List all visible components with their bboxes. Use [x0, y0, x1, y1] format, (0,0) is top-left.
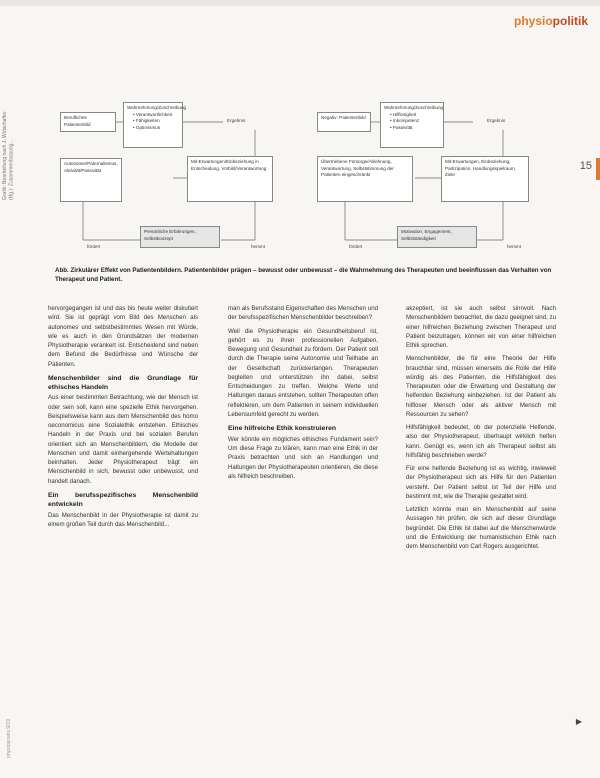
continue-arrow-icon: ▶: [575, 717, 582, 726]
right-perception-item: • Passivität: [390, 125, 440, 132]
left-experience-box: Persönliche Erfahrungen, Selbstkonzept: [140, 226, 220, 248]
paragraph: hervorgegangen ist und das bis heute weiter diskutiert wird. Sie ist geprägt vom Bild des Menschen als autonomes und selbstbestimmtes Wesen mit Würde, wie es auch in den Grundsätzen der modernen Physiotherapie verankert ist. Entscheidend sind neben dem Befund die Bedürfnisse und Wünsche der Patienten.: [48, 305, 198, 368]
right-care-box: Übertriebene Fürsorge/Ablehnung, Verantwortung, Selbststimmung der Patienten eingeschränkt: [317, 156, 413, 202]
paragraph: man als Berufsstand Eigenschaften des Menschen und der berufsspezifischen Menschenbilder beschreiben?: [228, 305, 378, 322]
section-accent: politik: [552, 14, 588, 28]
section-main: physio: [513, 14, 553, 28]
left-perception-box: [123, 102, 187, 148]
subheading: Menschenbilder sind die Grundlage für ethisches Handeln: [48, 374, 198, 391]
left-professional-image: Berufliches Patientenbild: [60, 112, 116, 132]
text-column-3: [406, 304, 556, 555]
image-credit: Grafik: Bearbeitung nach J. Wirtschafter (Hg.): Zusammenfassung ...: [2, 111, 15, 200]
right-result-label: Ergebnis: [487, 118, 506, 123]
figure-caption: [55, 267, 575, 285]
right-promotes-label: fördert: [349, 244, 363, 249]
paragraph: Das Menschenbild in der Physiotherapie ist damit zu einem großen Teil durch das Menschenbild...: [48, 511, 198, 528]
paragraph: Weil die Physiotherapie ein Gesundheitsberuf ist, gehört es zu ihren professionellen Aufgaben, Bewegung und Gesundheit zu fördern. Der Patient soll durch die Therapie seine Autonomie und Teilhabe an der Gesellschaft zurückerlangen. Therapeuten begleiten und unterstützen ihn dabei, selbst Entscheidungen zu treffen. Welche Werte und Haltungen daraus entstehen, sollten Therapeuten offen reflektieren, um dem Patienten in seinem individuellen Lebensumfeld gerecht zu werden.: [228, 327, 378, 418]
section-label: [514, 14, 588, 28]
left-expectation-box: Mit-Erwartungen/Einbeziehung in Entscheidung, Vorbild/Verantwortung: [187, 156, 273, 202]
left-perception-item: • Fähigkeiten: [133, 118, 179, 125]
subheading: Eine hilfreiche Ethik konstruieren: [228, 425, 337, 432]
right-perception-title: Wahrnehmung/Zuschreibung: [384, 105, 444, 110]
right-perception-box: [380, 102, 444, 148]
right-perception-item: • Inkompetenz: [390, 118, 440, 125]
left-perception-item: • Verantwortlichkeit: [133, 112, 179, 119]
text-column-2: [228, 304, 378, 485]
journal-footer: physiopraxis 9/19: [6, 719, 12, 758]
paragraph: Menschenbilder, die für eine Theorie der Hilfe brauchbar sind, müssen einerseits die Rolle der Hilfe würdig als des Patienten, die Hilfsfähigkeit des Therapeuten oder die Erwartung und Gestaltung der helfenden Beziehung einbeziehen. Ist der Patient als hilfloser Mensch oder als aktiver Mensch mit Ressourcen zu sehen?: [406, 355, 556, 418]
caption-label: Abb.: [55, 267, 69, 274]
left-perception-item: • Optimismus: [133, 125, 179, 132]
paragraph: Wer könnte ein mögliches ethisches Fundament sein? Um diese Frage zu klären, kann man eine Ethik in der Praxis betrachten und sich an Handlungen und Haltungen der Physiotherapeuten orientieren, die diese als hilfreich beschreiben.: [228, 435, 378, 480]
right-expectation-box: Mit-Erwartungen, Einbeziehung, Partizipation, Handlungsspielraum, Ziele: [441, 156, 529, 202]
left-result-label: Ergebnis: [227, 118, 246, 123]
subheading: Ein berufsspezifisches Menschenbild entwickeln: [48, 491, 198, 508]
paragraph: Letztlich könnte man ein Menschenbild auf seine Aussagen hin prüfen, die sich auf dieser Grundlage begründet. Die Ethik ist dabei auf die Menschenwürde und die Entwicklung der humanistischen Ethik nach dem Menschenbild von Carl Rogers ausgerichtet.: [406, 506, 556, 550]
right-inhibits-label: hemmt: [507, 244, 522, 249]
text-column-1: [48, 304, 198, 533]
left-inhibits-label: hemmt: [251, 244, 266, 249]
header-rule: [0, 0, 600, 6]
paragraph: Hilfsfähigkeit bedeutet, ob der potenzielle Helfende, also der Physiotherapeut, überhaupt wirklich helfen kann. Genügt es, wenn ich als Therapeut selbst als hilfsfähig beschrieben werde?: [406, 424, 556, 459]
left-promotes-label: fördert: [87, 244, 101, 249]
page-tab-marker: [596, 158, 600, 180]
right-motivation-box: Motivation, Engagement, Selbstständigkeit: [397, 226, 477, 248]
right-negative-image: Negativ: Patientenbild: [317, 112, 371, 132]
caption-text: Zirkulärer Effekt von Patientenbildern. Patientenbilder prägen – bewusst oder unbewusst – die Wahrnehmung des Therapeuten und beeinflussen das Verhalten von Therapeut und Patient.: [55, 267, 552, 283]
right-perception-item: • Hilflosigkeit: [390, 112, 440, 119]
patient-image-diagram: [55, 98, 575, 248]
left-perception-title: Wahrnehmung/Zuschreibung: [127, 105, 187, 110]
paragraph: akzeptiert, ist sie auch selbst sinnvoll. Nach Menschenbildern betrachtet, die dazu geeignet sind, zu einer hilfreichen Beziehung zwischen Therapeut und Patient beizutragen, können wir von einer hilfreichen Ethik sprechen.: [406, 305, 556, 349]
page-number: 15: [579, 160, 592, 172]
left-autonomy-box: Autonomie/Paternalismus, Aktivität/Passivität: [60, 158, 122, 202]
paragraph: Für eine helfende Beziehung ist es wichtig, inwieweit der Physiotherapeut sich als Hilfe für den Patienten versteht. Der Patient selbst ist Teil der Hilfe und bestimmt mit, wie die Therapie gestaltet wird.: [406, 465, 556, 500]
paragraph: Aus einer bestimmten Betrachtung, wie der Mensch ist oder sein soll, kann eine spezielle Ethik hervorgehen. Beispielsweise kann aus dem Menschenbild des homo oeconomicus eine Sozialethik entstehen. Ethisches Handeln in der Praxis und bei sozialen Berufen orientiert sich an Menschenbildern, die Modelle der Menschen und damit einhergehende Wertehaltungen beinhalten. Jeder Physiotherapeut trägt ein Menschenbild in sich, bewusst oder unbewusst, und handelt danach.: [48, 394, 198, 485]
